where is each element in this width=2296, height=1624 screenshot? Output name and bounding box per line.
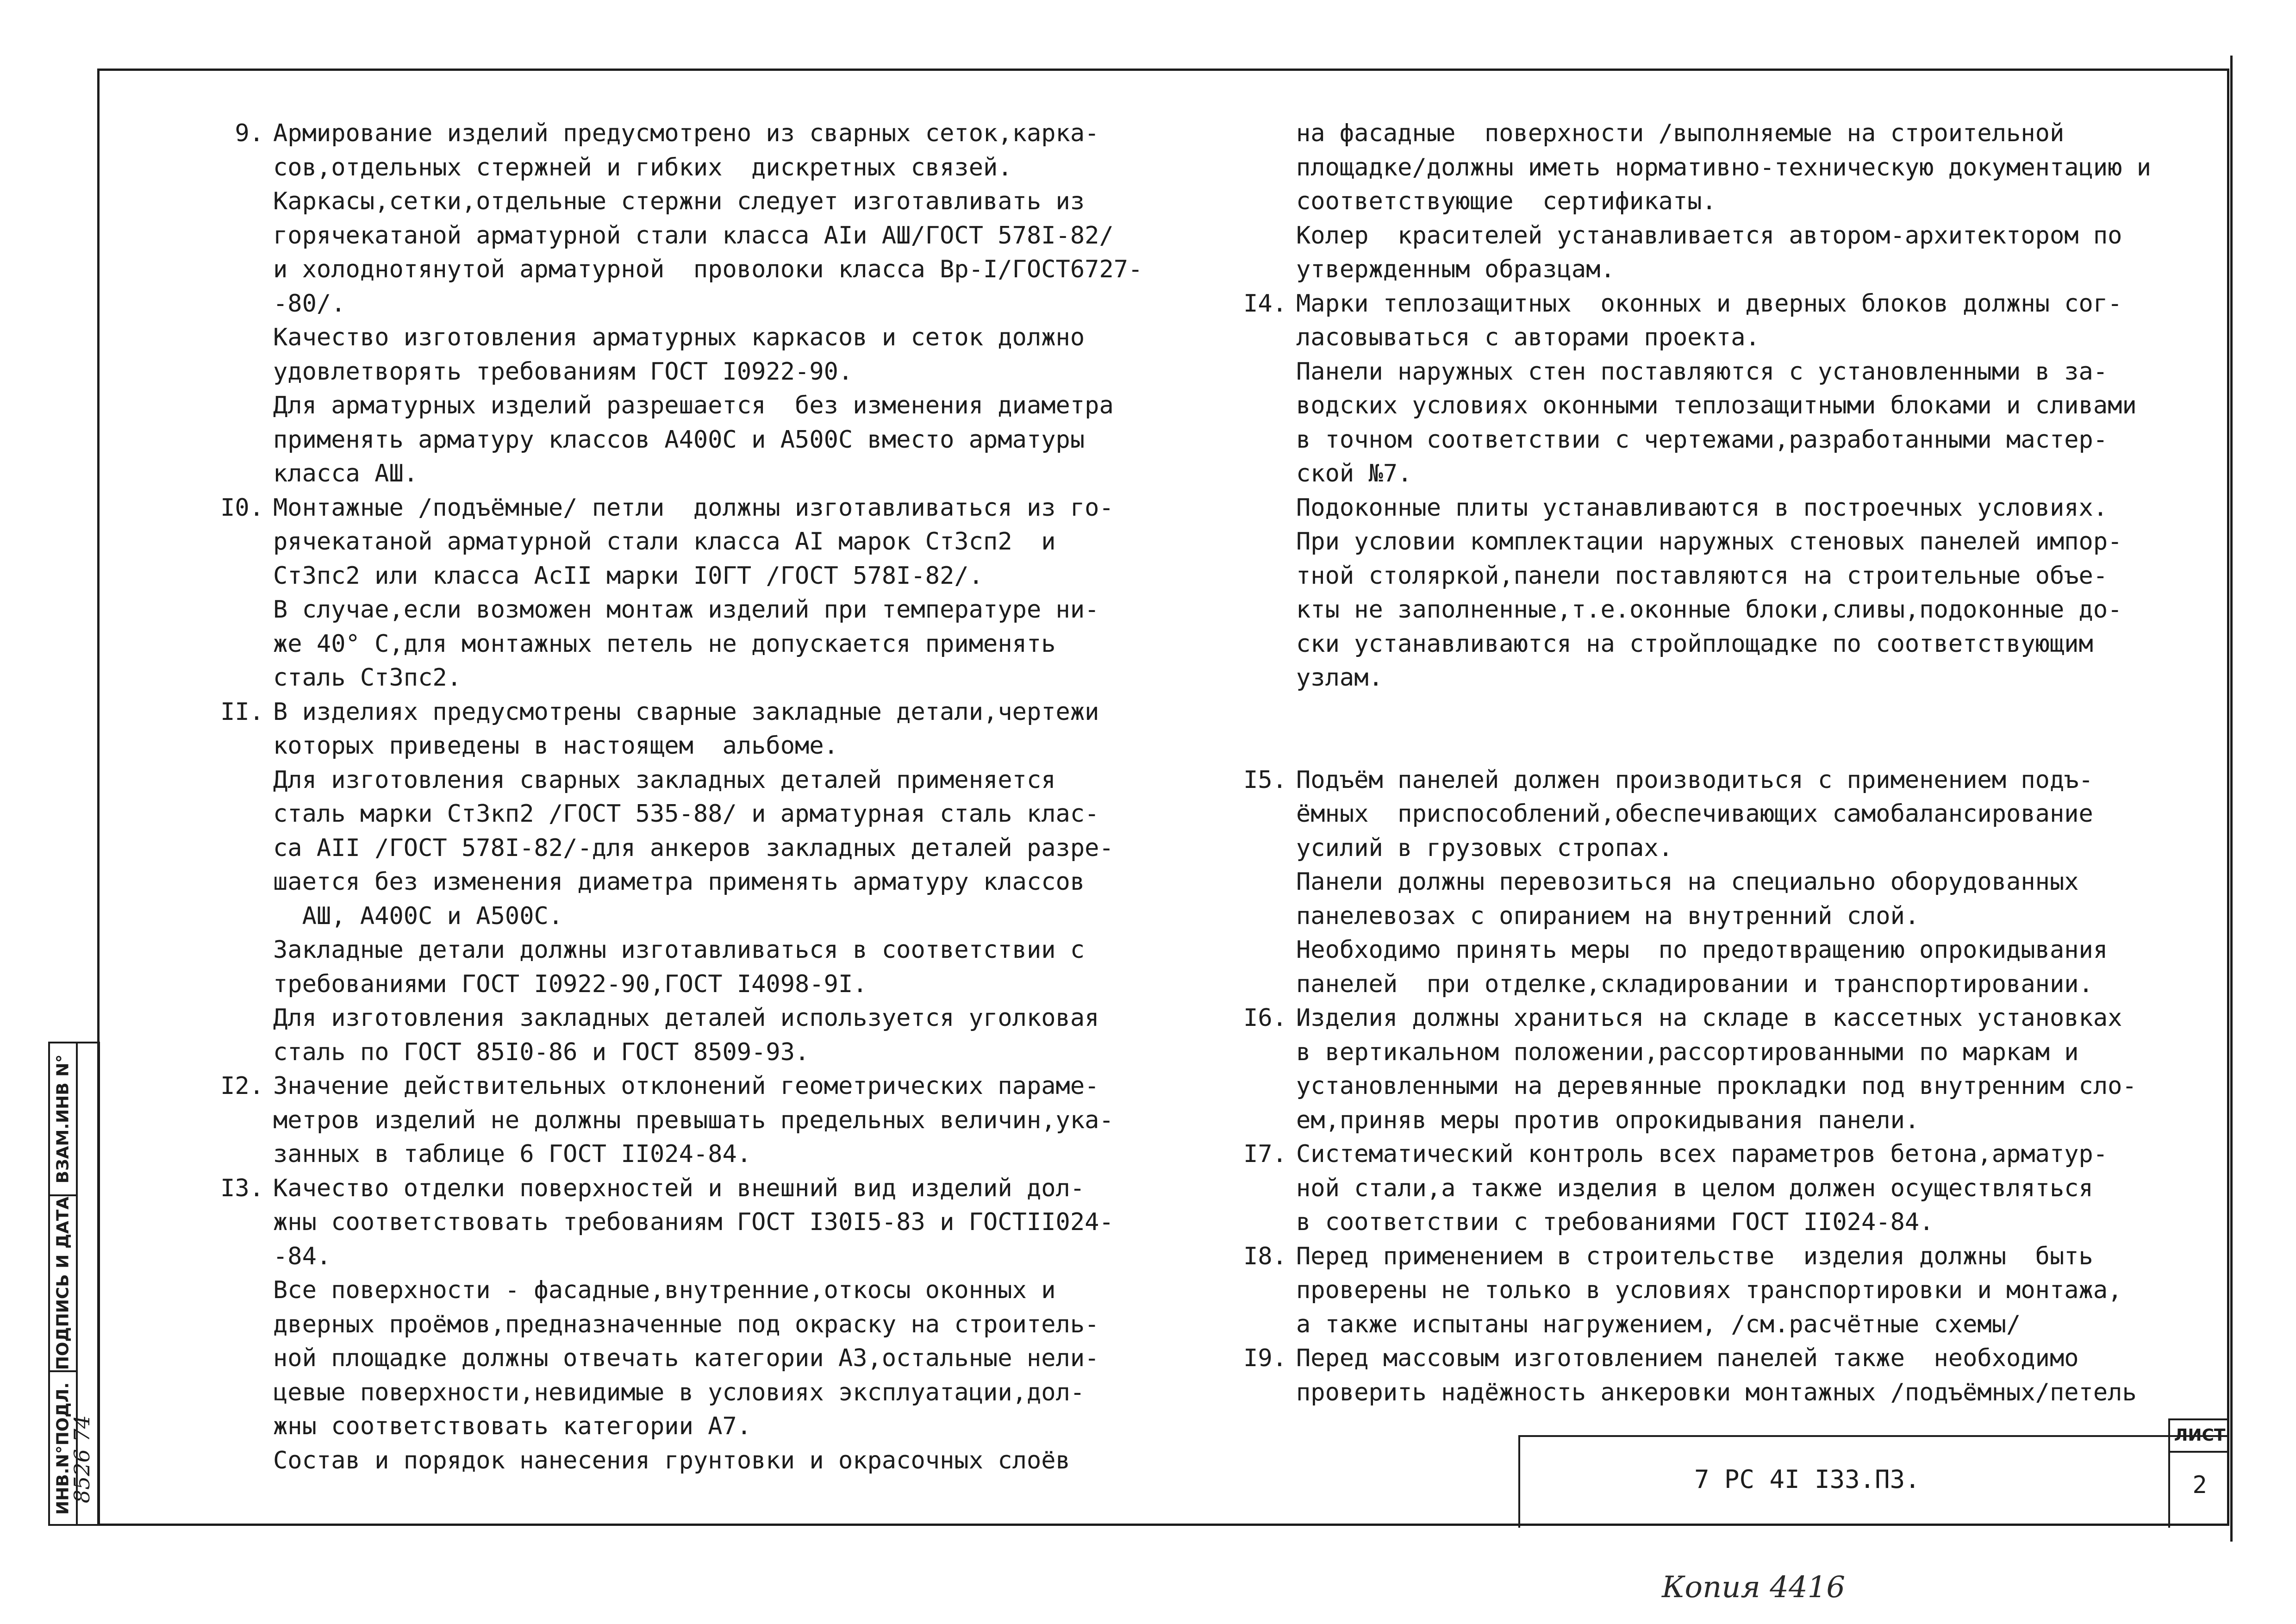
text-line: Марки теплозащитных оконных и дверных блоков должны сог- bbox=[1296, 289, 2122, 318]
inv-number-text: 8526 74 bbox=[69, 1415, 94, 1504]
text-line: метров изделий не должны превышать предельных величин,ука- bbox=[273, 1106, 1114, 1134]
title-block-divider bbox=[1518, 1437, 1520, 1528]
sidebar-handwritten-inv-number bbox=[69, 1408, 101, 1510]
handwritten-copy-note bbox=[1657, 1560, 1898, 1611]
note-number: I3. bbox=[220, 1174, 264, 1202]
binding-stamp-sidebar bbox=[48, 1042, 100, 1526]
note-number: 9. bbox=[235, 119, 264, 147]
text-line: сталь Ст3пс2. bbox=[273, 664, 462, 692]
text-line: ем,приняв меры против опрокидывания панели. bbox=[1296, 1106, 1920, 1134]
sidebar-cell-signature-date bbox=[50, 1196, 76, 1372]
sidebar-label-signature-date: ПОДПИСЬ И ДАТА bbox=[53, 1196, 73, 1370]
text-line: Для изготовления закладных деталей используется уголковая bbox=[273, 1004, 1099, 1032]
text-line: АШ, А400С и А500С. bbox=[273, 902, 563, 930]
text-line: жны соответствовать требованиям ГОСТ I30I5-83 и ГОСТII024- bbox=[273, 1208, 1114, 1236]
text-line: ной площадке должны отвечать категории А3,остальные нели- bbox=[273, 1344, 1099, 1372]
text-line: и холоднотянутой арматурной проволоки класса Вр-I/ГОСТ6727- bbox=[273, 256, 1143, 283]
frame-right-edge bbox=[2230, 56, 2233, 1542]
text-line: Перед применением в строительстве изделия должны быть bbox=[1296, 1242, 2093, 1270]
note-item-10 bbox=[194, 491, 1176, 695]
text-line: панелевозах с опиранием на внутренний слой. bbox=[1296, 902, 1920, 930]
text-line: -84. bbox=[273, 1242, 331, 1270]
note-item-12 bbox=[194, 1069, 1176, 1172]
paragraph-gap bbox=[1217, 695, 2203, 763]
text-line: При условии комплектации наружных стеновых панелей импор- bbox=[1296, 528, 2122, 556]
note-number: II. bbox=[220, 698, 264, 726]
text-line: ласовываться с авторами проекта. bbox=[1296, 324, 1760, 351]
text-line: Монтажные /подъёмные/ петли должны изготавливаться из го- bbox=[273, 493, 1114, 522]
text-line: которых приведены в настоящем альбоме. bbox=[273, 732, 838, 760]
handwritten-note-text: Копия 4416 bbox=[1662, 1570, 1846, 1605]
text-line: шается без изменения диаметра применять арматуру классов bbox=[273, 868, 1085, 896]
title-block bbox=[1518, 1426, 2229, 1528]
text-line: Все поверхности - фасадные,внутренние,откосы оконных и bbox=[273, 1276, 1056, 1304]
text-line: сталь марки Ст3кп2 /ГОСТ 535-88/ и арматурная сталь клас- bbox=[273, 800, 1099, 828]
text-line: удовлетворять требованиям ГОСТ I0922-90. bbox=[273, 357, 853, 386]
note-number: I8. bbox=[1243, 1242, 1287, 1270]
text-line: В изделиях предусмотрены сварные закладные детали,чертежи bbox=[273, 698, 1099, 726]
text-line: кты не заполненные,т.е.оконные блоки,сливы,подоконные до- bbox=[1296, 596, 2122, 624]
note-number: I7. bbox=[1243, 1140, 1287, 1168]
text-line: Колер красителей устанавливается автором-архитектором по bbox=[1296, 221, 2122, 250]
sheet-number: 2 bbox=[2192, 1471, 2207, 1499]
right-text-column bbox=[1217, 117, 2203, 1410]
text-line: Для изготовления сварных закладных деталей применяется bbox=[273, 766, 1056, 794]
sheet-label: ЛИСТ bbox=[2170, 1420, 2229, 1453]
text-line: водских условиях оконными теплозащитными блоками и сливами bbox=[1296, 392, 2137, 419]
text-line: Необходимо принять меры по предотвращению опрокидывания bbox=[1296, 936, 2108, 964]
text-line: применять арматуру классов А400С и А500С вместо арматуры bbox=[273, 425, 1085, 454]
text-line: Панели наружных стен поставляются с установленными в за- bbox=[1296, 357, 2108, 386]
sidebar-label-inv-original: ИНВ.N°ПОДЛ. bbox=[53, 1382, 73, 1515]
text-line: в точном соответствии с чертежами,разработанными мастер- bbox=[1296, 425, 2108, 454]
note-number: I6. bbox=[1243, 1004, 1287, 1032]
text-line: усилий в грузовых стропах. bbox=[1296, 834, 1673, 862]
note-item-11 bbox=[194, 695, 1176, 1070]
text-line: а также испытаны нагружением, /см.расчётные схемы/ bbox=[1296, 1310, 2021, 1338]
document-code: 7 РС 4I I33.ПЗ. bbox=[1694, 1465, 1920, 1494]
note-item-16 bbox=[1217, 1001, 2203, 1137]
text-line: соответствующие сертификаты. bbox=[1296, 187, 1716, 215]
text-line: Значение действительных отклонений геометрических параме- bbox=[273, 1072, 1099, 1100]
text-line: Армирование изделий предусмотрено из сварных сеток,карка- bbox=[273, 119, 1099, 147]
text-line: цевые поверхности,невидимые в условиях эксплуатации,дол- bbox=[273, 1378, 1085, 1406]
text-line: Подъём панелей должен производиться с применением подъ- bbox=[1296, 766, 2093, 794]
note-item-19 bbox=[1217, 1342, 2203, 1410]
text-line: Систематический контроль всех параметров бетона,арматур- bbox=[1296, 1140, 2108, 1168]
text-line: Панели должны перевозиться на специально оборудованных bbox=[1296, 868, 2079, 896]
text-line: в вертикальном положении,рассортированными по маркам и bbox=[1296, 1038, 2079, 1066]
note-number: I5. bbox=[1243, 766, 1287, 794]
text-line: же 40° С,для монтажных петель не допускается применять bbox=[273, 630, 1056, 658]
text-line: ной стали,а также изделия в целом должен осуществляться bbox=[1296, 1174, 2093, 1202]
note-number: I2. bbox=[220, 1072, 264, 1100]
text-line: на фасадные поверхности /выполняемые на строительной bbox=[1296, 119, 2065, 147]
text-line: тной столяркой,панели поставляются на строительные объе- bbox=[1296, 562, 2108, 590]
text-line: -80/. bbox=[273, 289, 346, 318]
note-item-18 bbox=[1217, 1240, 2203, 1342]
note-item-15 bbox=[1217, 763, 2203, 1002]
text-line: Изделия должны храниться на складе в кассетных установках bbox=[1296, 1004, 2122, 1032]
text-line: Ст3пс2 или класса АсII марки I0ГТ /ГОСТ 578I-82/. bbox=[273, 562, 984, 590]
text-line: утвержденным образцам. bbox=[1296, 256, 1615, 283]
text-line: занных в таблице 6 ГОСТ II024-84. bbox=[273, 1140, 752, 1168]
note-item-13 bbox=[194, 1172, 1176, 1478]
text-line: ёмных приспособлений,обеспечивающих самобалансирование bbox=[1296, 800, 2093, 828]
text-line: жны соответствовать категории А7. bbox=[273, 1412, 752, 1440]
text-line: Состав и порядок нанесения грунтовки и окрасочных слоёв bbox=[273, 1446, 1070, 1474]
text-line: сов,отдельных стержней и гибких дискретных связей. bbox=[273, 153, 1012, 181]
sheet-number-box bbox=[2168, 1418, 2229, 1528]
text-line: ски устанавливаются на стройплощадке по соответствующим bbox=[1296, 630, 2093, 658]
note-item-17 bbox=[1217, 1137, 2203, 1240]
note-item-14 bbox=[1217, 287, 2203, 695]
text-line: Перед массовым изготовлением панелей также необходимо bbox=[1296, 1344, 2079, 1372]
text-line: Каркасы,сетки,отдельные стержни следует изготавливать из bbox=[273, 187, 1085, 215]
text-line: требованиями ГОСТ I0922-90,ГОСТ I4098-9I. bbox=[273, 970, 867, 998]
text-line: проверить надёжность анкеровки монтажных /подъёмных/петель bbox=[1296, 1378, 2137, 1406]
text-line: класса АШ. bbox=[273, 460, 418, 487]
text-line: Закладные детали должны изготавливаться в соответствии с bbox=[273, 936, 1085, 964]
text-line: Качество изготовления арматурных каркасов и сеток должно bbox=[273, 324, 1085, 351]
text-line: узлам. bbox=[1296, 664, 1383, 692]
text-line: панелей при отделке,складировании и транспортировании. bbox=[1296, 970, 2093, 998]
sidebar-cell-inv-replacement bbox=[50, 1043, 76, 1196]
text-line: Для арматурных изделий разрешается без изменения диаметра bbox=[273, 392, 1114, 419]
note-item-9 bbox=[194, 117, 1176, 491]
text-line: рячекатаной арматурной стали класса АI марок Ст3сп2 и bbox=[273, 528, 1056, 556]
text-line: В случае,если возможен монтаж изделий при температуре ни- bbox=[273, 596, 1099, 624]
text-line: са АII /ГОСТ 578I-82/-для анкеров закладных деталей разре- bbox=[273, 834, 1114, 862]
text-line: проверены не только в условиях транспортировки и монтажа, bbox=[1296, 1276, 2122, 1304]
text-line: в соответствии с требованиями ГОСТ II024-84. bbox=[1296, 1208, 1934, 1236]
note-number: I9. bbox=[1243, 1344, 1287, 1372]
text-line: Подоконные плиты устанавливаются в построечных условиях. bbox=[1296, 493, 2108, 522]
note-number: I4. bbox=[1243, 289, 1287, 318]
text-line: сталь по ГОСТ 85I0-86 и ГОСТ 8509-93. bbox=[273, 1038, 810, 1066]
text-line: площадке/должны иметь нормативно-техническую документацию и bbox=[1296, 153, 2152, 181]
sidebar-label-inv-replacement: ВЗАМ.ИНВ N° bbox=[53, 1054, 73, 1184]
left-text-column bbox=[194, 117, 1176, 1478]
text-line: ской №7. bbox=[1296, 460, 1412, 487]
text-line: Качество отделки поверхностей и внешний вид изделий дол- bbox=[273, 1174, 1085, 1202]
text-line: дверных проёмов,предназначенные под окраску на строитель- bbox=[273, 1310, 1099, 1338]
text-line: горячекатаной арматурной стали класса АIи АШ/ГОСТ 578I-82/ bbox=[273, 221, 1114, 250]
text-line: установленными на деревянные прокладки под внутренним сло- bbox=[1296, 1072, 2137, 1100]
note-number: I0. bbox=[220, 493, 264, 522]
note-item-13-continued bbox=[1217, 117, 2203, 287]
